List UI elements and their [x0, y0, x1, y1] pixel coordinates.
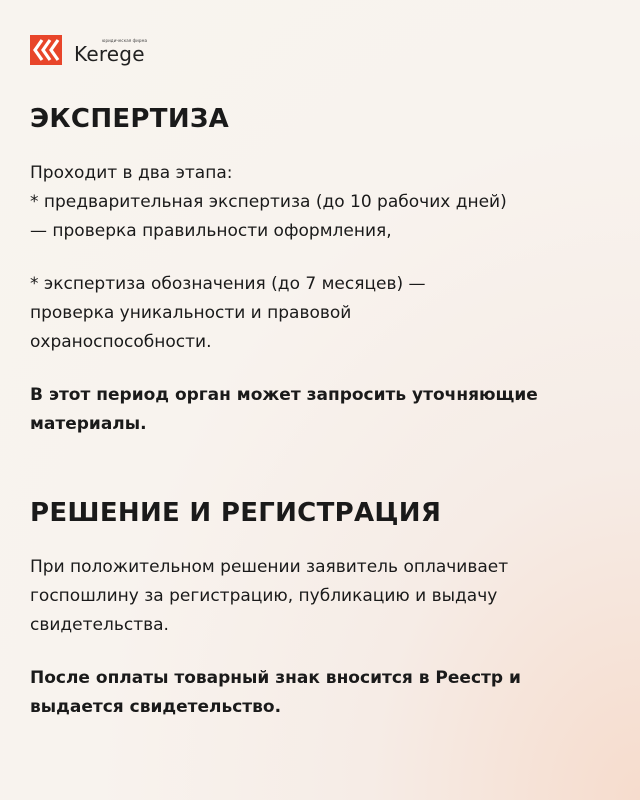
expertise-note-paragraph	[30, 381, 620, 439]
stage1-line-2: — проверка правильности оформления,	[30, 221, 392, 241]
expertise-intro: Проходит в два этапа:	[30, 163, 233, 183]
stage2-line-1: * экспертиза обозначения (до 7 месяцев) —	[30, 274, 426, 294]
expertise-stage2-paragraph	[30, 270, 620, 357]
brand-name: Kerege	[74, 42, 145, 66]
stage2-line-2: проверка уникальности и правовой	[30, 303, 352, 323]
expertise-stages-paragraph	[30, 159, 620, 246]
decision-line-2: госпошлину за регистрацию, публикацию и выдачу	[30, 586, 498, 606]
expertise-note-line-2: материалы.	[30, 414, 147, 434]
decision-body-paragraph	[30, 553, 620, 640]
expertise-note-line-1: В этот период орган может запросить уточняющие	[30, 385, 538, 405]
stage2-line-3: охраноспособности.	[30, 332, 212, 352]
decision-note-line-1: После оплаты товарный знак вносится в Реестр и	[30, 668, 521, 688]
decision-note-paragraph	[30, 664, 620, 722]
section-title-decision: РЕШЕНИЕ И РЕГИСТРАЦИЯ	[30, 498, 442, 528]
stage1-line-1: * предварительная экспертиза (до 10 рабочих дней)	[30, 192, 507, 212]
brand-subtitle: юридическая фирма	[102, 38, 148, 43]
brand-logo	[30, 34, 184, 66]
section-title-expertise: ЭКСПЕРТИЗА	[30, 104, 230, 134]
decision-line-1: При положительном решении заявитель оплачивает	[30, 557, 509, 577]
decision-line-3: свидетельства.	[30, 615, 169, 635]
kerege-logo-icon	[30, 35, 62, 65]
brand-text	[74, 34, 184, 66]
decision-note-line-2: выдается свидетельство.	[30, 697, 282, 717]
